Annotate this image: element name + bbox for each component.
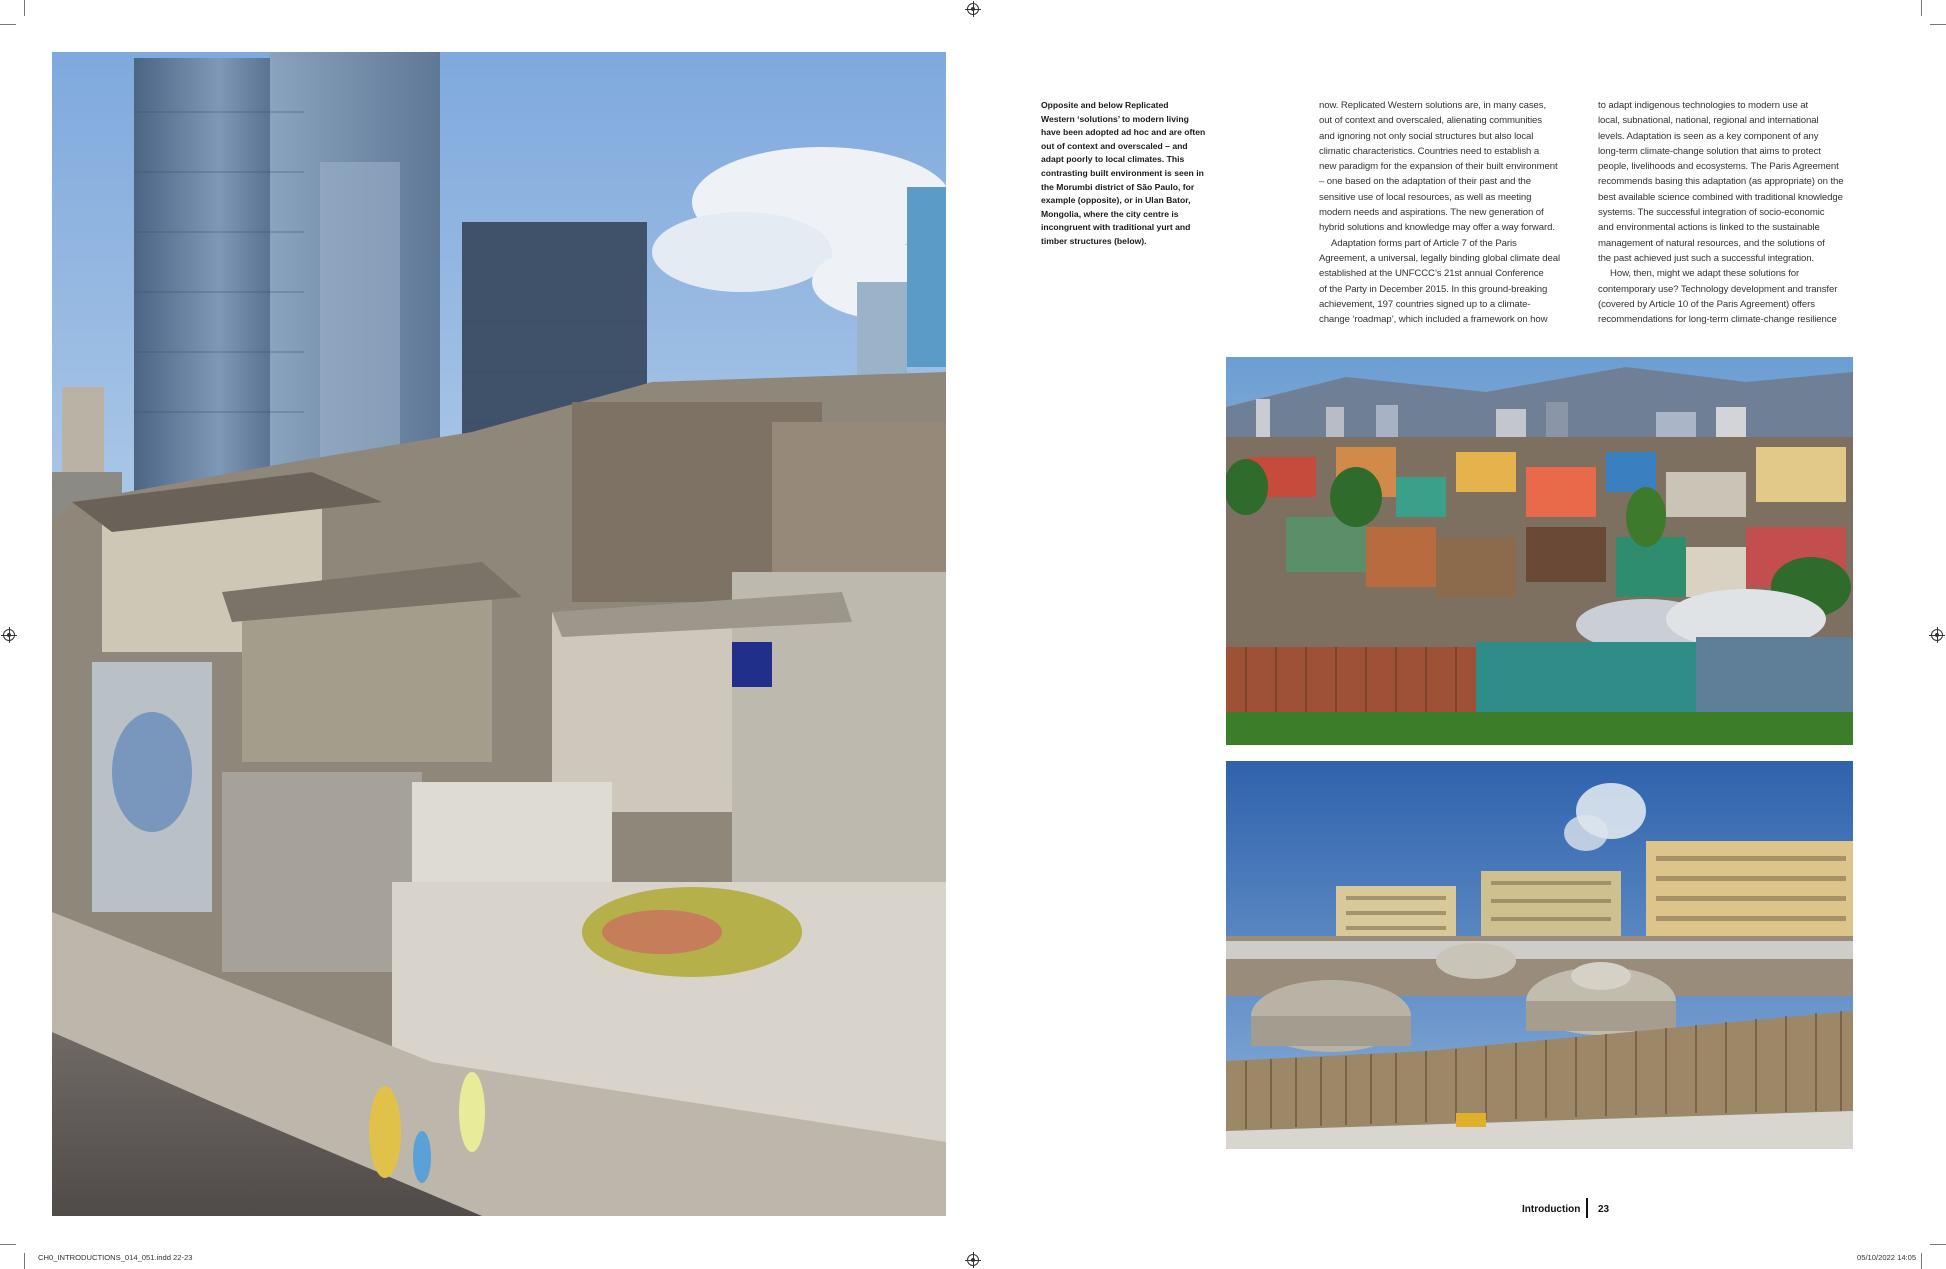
body-line: of the Party in December 2015. In this ground-breaking [1319,283,1548,295]
crop-mark-left-bottom [0,1244,16,1245]
body-line: modern needs and aspirations. The new generation of [1319,207,1544,219]
slug-file-info: CH0_INTRODUCTIONS_014_051.indd 22-23 [38,1253,193,1262]
photo-caption [1041,99,1211,249]
body-line: How, then, might we adapt these solutions for [1610,268,1800,280]
body-line: Adaptation forms part of Article 7 of the Paris [1331,237,1517,249]
body-line: best available science combined with traditional knowledge [1598,191,1843,203]
body-text-column-1 [1319,98,1581,327]
caption-line: contrasting built environment is seen in [1041,167,1204,178]
folio-divider [1586,1198,1588,1218]
registration-mark-top [967,3,979,15]
caption-line: Mongolia, where the city centre is [1041,208,1179,219]
registration-mark-left [3,629,15,641]
body-line: people, livelihoods and ecosystems. The Paris Agreement [1598,161,1839,173]
body-line: management of natural resources, and the solutions of [1598,237,1825,249]
caption-line: Replicated [1125,100,1169,110]
body-line: local, subnational, national, regional and international [1598,115,1819,127]
body-line: recommendations for long-term climate-change resilience [1598,314,1837,326]
crop-mark-bottom-right [1921,1253,1922,1269]
photo-sao-paulo [52,52,946,1216]
folio-section-label: Introduction [1522,1204,1581,1215]
body-line: hybrid solutions and knowledge may offer a way forward. [1319,222,1555,234]
body-line: long-term climate-change solution that aims to protect [1598,145,1821,157]
crop-mark-right-top [1930,24,1946,25]
body-line: contemporary use? Technology development and transfer [1598,283,1838,295]
body-line: now. Replicated Western solutions are, in many cases, [1319,100,1547,111]
body-line: – one based on the adaptation of their past and the [1319,176,1531,188]
crop-mark-right-bottom [1930,1244,1946,1245]
registration-mark-right [1931,629,1943,641]
caption-line: timber structures (below). [1041,235,1147,246]
body-line: new paradigm for the expansion of their built environment [1319,161,1558,173]
ulan-bator-district-illustration [1226,357,1853,745]
body-line: and environmental actions is linked to the sustainable [1598,222,1820,234]
caption-line: adapt poorly to local climates. This [1041,154,1185,165]
caption-lead: Opposite and below [1041,100,1126,110]
body-line: established at the UNFCCC’s 21st annual Conference [1319,268,1544,280]
crop-mark-top-left [24,0,25,16]
body-line: sensitive use of local resources, as well as meeting [1319,191,1532,203]
ulan-bator-yurts-illustration [1226,761,1853,1149]
body-line: change ‘roadmap’, which included a framework on how [1319,314,1548,326]
page-number: 23 [1598,1204,1610,1215]
body-line: recommends basing this adaptation (as appropriate) on the [1598,176,1844,188]
sao-paulo-illustration [52,52,946,1216]
body-line: systems. The successful integration of socio-economic [1598,207,1825,219]
body-line: climatic characteristics. Countries need to establish a [1319,145,1540,157]
body-line: achievement, 197 countries signed up to a climate- [1319,298,1531,310]
caption-line: out of context and overscaled – and [1041,140,1188,151]
body-line: Agreement, a universal, legally binding global climate deal [1319,252,1561,264]
photo-ulan-bator-yurts [1226,761,1853,1149]
caption-line: have been adopted ad hoc and are often [1041,127,1206,138]
crop-mark-left-top [0,24,16,25]
caption-line: example (opposite), or in Ulan Bator, [1041,195,1191,206]
body-line: to adapt indigenous technologies to modern use at [1598,100,1809,111]
slug-date-info: 05/10/2022 14:05 [1857,1253,1917,1262]
caption-line: Western ‘solutions’ to modern living [1041,113,1189,124]
body-text-column-2 [1598,98,1860,327]
caption-line: incongruent with traditional yurt and [1041,222,1191,233]
body-line: levels. Adaptation is seen as a key component of any [1598,130,1819,142]
crop-mark-bottom-left [24,1253,25,1269]
crop-mark-top-right [1921,0,1922,16]
body-line: (covered by Article 10 of the Paris Agreement) offers [1598,298,1815,310]
body-line: and ignoring not only social structures but also local [1319,130,1534,142]
caption-line: the Morumbi district of São Paulo, for [1041,181,1195,192]
photo-ulan-bator-district [1226,357,1853,745]
registration-mark-bottom [967,1254,979,1266]
body-line: out of context and overscaled, alienating communities [1319,115,1542,127]
body-line: the past achieved just such a successful integration. [1598,252,1815,264]
